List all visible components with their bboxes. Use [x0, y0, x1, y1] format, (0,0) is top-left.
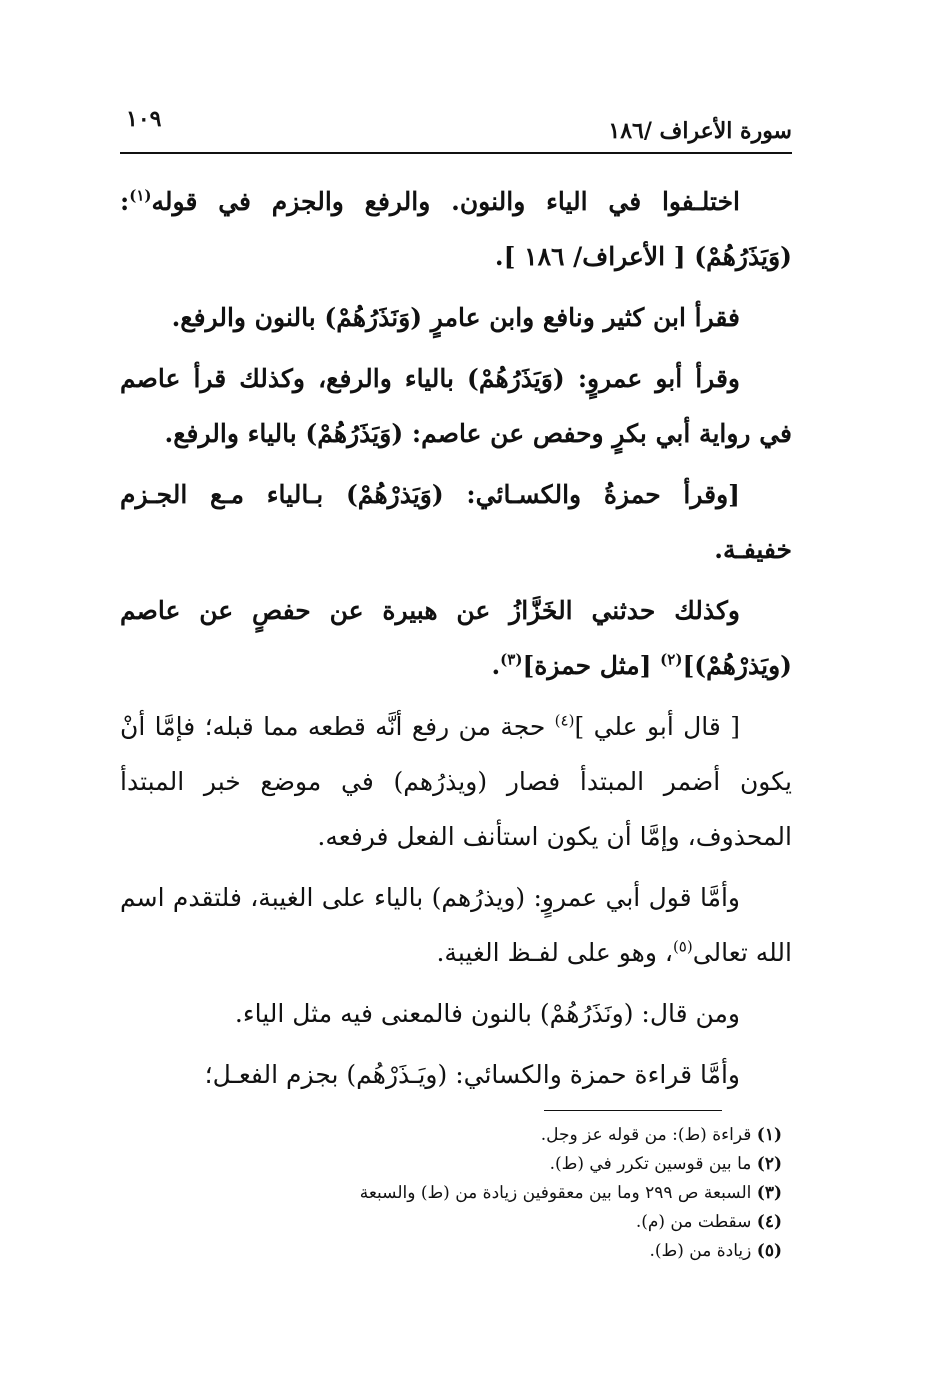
surah-title: سورة الأعراف /١٨٦ [608, 118, 792, 144]
book-page [120, 100, 792, 1266]
paragraph-text: وأمَّا قراءة حمزة والكسائي: (ويَـذَرْهُم) بجزم الفعـل؛ [204, 1060, 740, 1089]
page-body [120, 174, 792, 1102]
footnote: (٥) زيادة من (ط). [649, 1241, 782, 1261]
paragraph [120, 1047, 792, 1102]
paragraph-text: فقرأ ابن كثير ونافع وابن عامرٍ (وَنَذَرُهُمْ) بالنون والرفع. [171, 303, 740, 332]
paragraph-text: [وقرأ حمزةُ والكسـائي: (وَيَذرْهُمْ) بـالياء مـع الجـزم خفيفـة. [120, 480, 792, 564]
footnote-ref: (٢) [660, 650, 683, 669]
paragraph-text: ، وهو على لفـظ الغيبة. [436, 938, 673, 967]
page-header [120, 100, 792, 154]
footnote-ref: (٥) [672, 937, 693, 956]
paragraph-text: وقرأ أبو عمروٍ: (وَيَذَرُهُمْ) بالياء والرفع، وكذلك قرأ عاصم في رواية أبي بكرٍ وحفص عن عاصم: (وَيَذَرُهُمْ) بالياء والرفع. [120, 364, 792, 448]
paragraph [120, 986, 792, 1041]
footnote-ref: (٣) [500, 650, 523, 669]
paragraph-text: [مثل حمزة] [522, 651, 661, 680]
paragraph [120, 351, 792, 461]
paragraph [120, 467, 792, 577]
paragraph [120, 174, 792, 284]
paragraph-text: . [491, 651, 501, 680]
paragraph-text: حجة من رفع أنَّه قطعه مما قبله؛ فإمَّا أنْ يكون أضمر المبتدأ فصار (ويذرُهم) في موضع خبر المبتدأ المحذوف، وإمَّا أن يكون استأنف الفعل فرفعه. [120, 712, 792, 851]
footnote-ref: (١) [129, 186, 152, 205]
paragraph [120, 699, 792, 864]
paragraph-text: وكذلك حدثني الخَزَّازُ عن هبيرة عن حفصٍ عن عاصم (ويَذرْهُمْ)] [120, 596, 792, 680]
paragraph-text: اختلـفوا في الياء والنون. والرفع والجزم في قوله [151, 187, 740, 216]
footnote: (٢) ما بين قوسين تكرر في (ط). [549, 1154, 782, 1174]
paragraph-text: ومن قال: (ونَذَرُهُمْ) بالنون فالمعنى فيه مثل الياء. [234, 999, 740, 1028]
footnote: (٤) سقطت من (م). [635, 1212, 782, 1232]
footnotes [120, 1121, 782, 1266]
footnote: (٣) السبعة ص ٢٩٩ وما بين معقوفين زيادة من (ط) والسبعة [359, 1183, 782, 1203]
footnote: (١) قراءة (ط): من قوله عز وجل. [540, 1125, 782, 1145]
footnote-ref: (٤) [554, 711, 575, 730]
paragraph [120, 290, 792, 345]
footnote-separator [544, 1110, 722, 1111]
paragraph [120, 870, 792, 980]
paragraph-text: : (وَيَذَرُهُمْ) [ الأعراف/ ١٨٦ ]. [120, 187, 792, 271]
paragraph-text: [ قال أبو علي ] [574, 712, 740, 741]
paragraph [120, 583, 792, 693]
page-number: ١٠٩ [126, 106, 162, 132]
paragraph-text: وأمَّا قول أبي عمروٍ: (ويذرُهم) بالياء على الغيبة، فلتقدم اسم الله تعالى [120, 883, 792, 967]
